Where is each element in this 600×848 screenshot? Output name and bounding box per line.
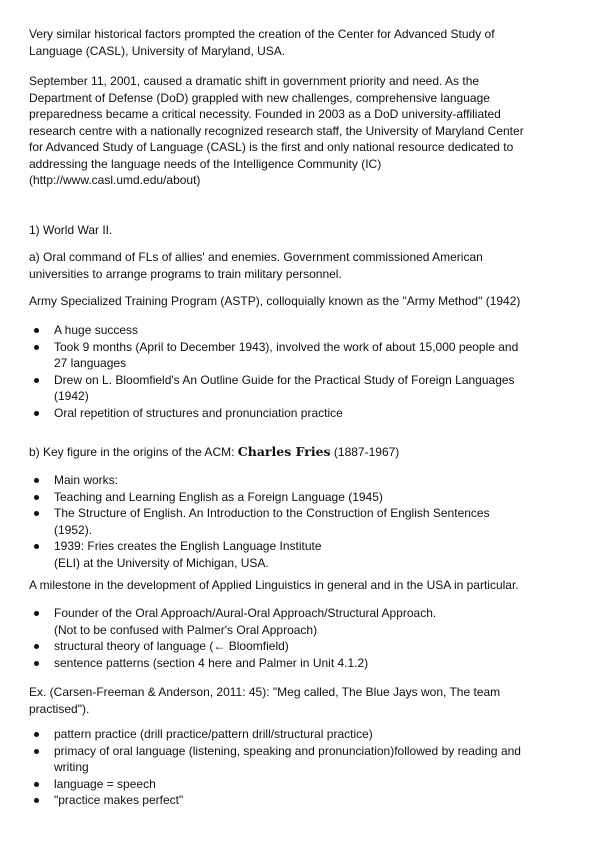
list-item [0, 472, 600, 489]
text-line [29, 444, 577, 461]
list-item [0, 339, 600, 372]
text-line: research centre with a nationally recognized research staff, the University of Maryland Center [29, 123, 524, 138]
bullet-icon [34, 644, 39, 649]
item-text: Oral repetition of structures and pronunciation practice [54, 405, 343, 420]
item-text: The Structure of English. An Introduction to the Construction of English Sentences [54, 506, 490, 520]
bullet-icon [34, 798, 39, 803]
text-line: a) Oral command of FLs of allies' and enemies. Government commissioned American [29, 250, 483, 264]
list-item [0, 322, 600, 339]
astp-bullet-list [0, 322, 600, 421]
bullet-icon [34, 732, 39, 737]
bullet-icon [34, 345, 39, 350]
list-item [0, 605, 600, 638]
paragraph-oral-command [29, 249, 577, 282]
text-line: A milestone in the development of Applied Linguistics in general and in the USA in particular. [29, 578, 519, 592]
paragraph-example [29, 684, 577, 717]
item-text: Teaching and Learning English as a Foreign Language (1945) [54, 489, 383, 504]
paragraph-key-figure [29, 444, 577, 461]
paragraph-astp [29, 293, 577, 310]
list-item [0, 372, 600, 405]
intro-paragraph-september [29, 73, 577, 189]
item-text: primacy of oral language (listening, speaking and pronunciation)followed by reading and [54, 743, 521, 758]
item-text: "practice makes perfect" [54, 793, 184, 807]
list-item [0, 638, 600, 655]
item-text: Drew on L. Bloomfield's An Outline Guide for the Practical Study of Foreign Languages [54, 372, 515, 387]
text-line: addressing the language needs of the Intelligence Community (IC) [29, 156, 382, 171]
bullet-icon [34, 478, 39, 483]
item-text: language = speech [54, 776, 156, 791]
list-item [0, 655, 600, 672]
item-text-cont: writing [54, 760, 89, 774]
bullet-icon [34, 495, 39, 500]
list-item [0, 538, 600, 571]
section-heading-ww2 [29, 222, 577, 239]
text-line: Army Specialized Training Program (ASTP), colloquially known as the "Army Method" (1942) [29, 294, 521, 308]
bullet-icon [34, 511, 39, 516]
bullet-icon [34, 782, 39, 787]
item-text: Founder of the Oral Approach/Aural-Oral Approach/Structural Approach. [54, 606, 437, 620]
fries-bullet-list [0, 472, 600, 571]
item-text: structural theory of language (← Bloomfield) [54, 639, 289, 653]
paragraph-milestone [29, 577, 577, 594]
list-item [0, 776, 600, 793]
text-line: Department of Defense (DoD) grappled with new challenges, comprehensive language [29, 90, 490, 105]
list-item [0, 743, 600, 776]
list-item [0, 726, 600, 743]
bullet-icon [34, 749, 39, 754]
text-line: Very similar historical factors prompted the creation of the Center for Advanced Study of [29, 27, 495, 41]
item-text: 1939: Fries creates the English Language Institute [54, 539, 322, 553]
item-text-cont: (Not to be confused with Palmer's Oral Approach) [54, 622, 318, 637]
heading-text: 1) World War II. [29, 223, 113, 237]
charles-fries-name: Charles Fries [237, 444, 331, 459]
bullet-icon [34, 378, 39, 383]
item-text-cont: (1952). [54, 522, 93, 537]
key-figure-dates: (1887-1967) [330, 445, 400, 459]
text-line: Ex. (Carsen-Freeman & Anderson, 2011: 45): "Meg called, The Blue Jays won, The team [29, 685, 501, 699]
item-text: A huge success [54, 323, 139, 337]
intro-paragraph-casl [29, 26, 577, 59]
bullet-icon [34, 661, 39, 666]
milestone-bullet-list [0, 605, 600, 671]
text-line: for Advanced Study of Language (CASL) is the first and only national resource dedicated to [29, 140, 514, 154]
list-item [0, 792, 600, 809]
example-bullet-list [0, 726, 600, 809]
item-text-cont: (1942) [54, 389, 89, 403]
text-line: Language (CASL), University of Maryland, USA. [29, 43, 286, 58]
bullet-icon [34, 544, 39, 549]
item-text: Took 9 months (April to December 1943), involved the work of about 15,000 people and [54, 339, 519, 354]
item-text: sentence patterns (section 4 here and Palmer in Unit 4.1.2) [54, 655, 369, 670]
list-item [0, 489, 600, 506]
text-line: September 11, 2001, caused a dramatic shift in government priority and need. As the [29, 74, 480, 88]
bullet-icon [34, 611, 39, 616]
bullet-icon [34, 328, 39, 333]
bullet-icon [34, 411, 39, 416]
list-item [0, 405, 600, 422]
text-line: practised"). [29, 701, 90, 716]
key-figure-prefix: b) Key figure in the origins of the ACM: [29, 445, 238, 459]
text-line: preparedness became a critical necessity. Founded in 2003 as a DoD university-affiliated [29, 107, 501, 121]
item-text: pattern practice (drill practice/pattern drill/structural practice) [54, 727, 373, 741]
casl-url: (http://www.casl.umd.edu/about) [29, 173, 201, 187]
list-item [0, 505, 600, 538]
text-line: universities to arrange programs to train military personnel. [29, 266, 342, 281]
item-text: Main works: [54, 473, 119, 487]
item-text-cont: (ELI) at the University of Michigan, USA. [54, 555, 269, 570]
item-text-cont: 27 languages [54, 356, 127, 370]
